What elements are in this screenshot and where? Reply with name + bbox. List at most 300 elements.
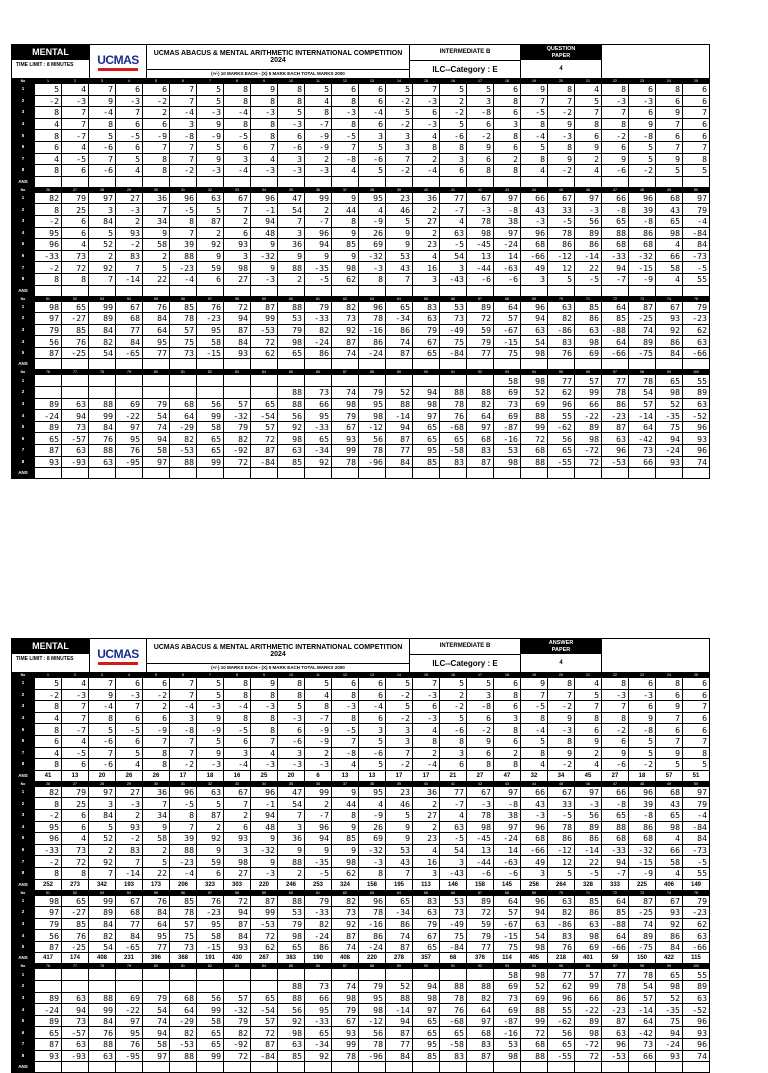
- answer-cell: [116, 285, 143, 296]
- number-cell: 89: [467, 301, 494, 313]
- number-cell: 16: [413, 262, 440, 274]
- number-cell: [197, 387, 224, 399]
- number-cell: 8: [62, 273, 89, 285]
- number-cell: -7: [602, 273, 629, 285]
- question-number: 91: [440, 370, 467, 375]
- number-cell: 2: [89, 250, 116, 262]
- number-cell: 7: [683, 141, 710, 153]
- answer-cell: [89, 1062, 116, 1073]
- number-cell: -9: [143, 724, 170, 736]
- number-cell: 5: [629, 735, 656, 747]
- number-cell: 9: [197, 250, 224, 262]
- number-cell: -63: [494, 856, 521, 868]
- question-grid: [11, 78, 710, 479]
- number-cell: 9: [278, 250, 305, 262]
- number-cell: 2: [116, 215, 143, 227]
- number-cell: 99: [575, 981, 602, 993]
- number-cell: [359, 969, 386, 981]
- number-cell: 93: [656, 907, 683, 919]
- number-cell: -4: [683, 215, 710, 227]
- number-cell: -25: [62, 941, 89, 953]
- number-cell: 72: [575, 456, 602, 468]
- number-cell: 3: [521, 867, 548, 879]
- number-cell: -52: [683, 410, 710, 422]
- number-cell: 96: [521, 301, 548, 313]
- answer-cell: [305, 359, 332, 370]
- number-cell: 68: [467, 1027, 494, 1039]
- number-cell: -25: [629, 313, 656, 325]
- question-number: 64: [386, 890, 413, 895]
- number-cell: 4: [35, 118, 62, 130]
- number-cell: -2: [386, 759, 413, 771]
- number-cell: 9: [386, 227, 413, 239]
- number-cell: 69: [494, 1004, 521, 1016]
- number-cell: 9: [386, 239, 413, 251]
- number-cell: 65: [251, 398, 278, 410]
- number-cell: 86: [386, 918, 413, 930]
- number-cell: 57: [251, 1015, 278, 1027]
- number-cell: 8: [35, 107, 62, 119]
- number-cell: 98: [521, 941, 548, 953]
- number-cell: -8: [629, 130, 656, 142]
- number-cell: -3: [278, 759, 305, 771]
- number-cell: -14: [629, 410, 656, 422]
- number-cell: -3: [467, 798, 494, 810]
- number-cell: 97: [413, 410, 440, 422]
- number-cell: 7: [89, 747, 116, 759]
- number-cell: 65: [197, 433, 224, 445]
- number-cell: 6: [224, 735, 251, 747]
- number-cell: -24: [35, 410, 62, 422]
- number-cell: 5: [143, 262, 170, 274]
- answer-cell: 342: [89, 879, 116, 890]
- number-cell: -3: [521, 809, 548, 821]
- number-cell: [116, 969, 143, 981]
- row-label: 4: [12, 930, 35, 942]
- row-label: 2: [12, 313, 35, 325]
- number-cell: 6: [224, 227, 251, 239]
- number-cell: 98: [413, 992, 440, 1004]
- number-cell: 9: [305, 250, 332, 262]
- answer-cell: [440, 176, 467, 187]
- number-cell: 57: [224, 398, 251, 410]
- number-cell: 6: [494, 701, 521, 713]
- number-cell: 7: [89, 153, 116, 165]
- number-cell: 5: [440, 118, 467, 130]
- number-cell: 95: [197, 918, 224, 930]
- answer-cell: [224, 176, 251, 187]
- number-cell: -4: [521, 724, 548, 736]
- number-cell: 27: [116, 192, 143, 204]
- question-number: 50: [683, 187, 710, 192]
- number-cell: -3: [278, 165, 305, 177]
- number-cell: -65: [116, 941, 143, 953]
- number-cell: -2: [143, 95, 170, 107]
- number-cell: 88: [89, 992, 116, 1004]
- number-cell: -3: [251, 165, 278, 177]
- question-number: 61: [305, 296, 332, 301]
- number-cell: 9: [575, 735, 602, 747]
- question-number: 70: [548, 296, 575, 301]
- number-cell: 85: [62, 918, 89, 930]
- number-cell: 3: [494, 118, 521, 130]
- number-cell: 69: [116, 398, 143, 410]
- question-number: 94: [521, 370, 548, 375]
- number-cell: 7: [278, 809, 305, 821]
- number-cell: 9: [332, 227, 359, 239]
- number-cell: 99: [197, 456, 224, 468]
- question-number: 60: [278, 890, 305, 895]
- number-cell: 7: [548, 689, 575, 701]
- number-cell: 3: [278, 227, 305, 239]
- number-cell: 9: [251, 262, 278, 274]
- number-cell: 5: [386, 107, 413, 119]
- number-cell: 93: [116, 821, 143, 833]
- number-cell: -66: [683, 347, 710, 359]
- ucmas-logo: [90, 45, 147, 78]
- number-cell: [413, 375, 440, 387]
- answer-cell: 218: [548, 953, 575, 964]
- number-cell: 9: [332, 844, 359, 856]
- no-label: No: [12, 781, 35, 786]
- number-cell: 89: [35, 398, 62, 410]
- answer-cell: [224, 468, 251, 479]
- number-cell: 9: [305, 844, 332, 856]
- number-cell: 82: [35, 192, 62, 204]
- number-cell: 74: [332, 941, 359, 953]
- answer-cell: [143, 285, 170, 296]
- answer-cell: [251, 1062, 278, 1073]
- number-cell: 8: [548, 84, 575, 96]
- question-number: 52: [62, 890, 89, 895]
- number-cell: 6: [197, 273, 224, 285]
- question-number: 39: [386, 781, 413, 786]
- question-number: 95: [548, 964, 575, 969]
- number-cell: 88: [170, 250, 197, 262]
- number-cell: 73: [305, 981, 332, 993]
- number-cell: 3: [170, 712, 197, 724]
- number-cell: 23: [386, 786, 413, 798]
- table-row: [12, 724, 710, 736]
- number-cell: -8: [332, 153, 359, 165]
- number-cell: -34: [386, 907, 413, 919]
- number-cell: 5: [386, 809, 413, 821]
- number-cell: 68: [521, 445, 548, 457]
- number-cell: 93: [116, 227, 143, 239]
- number-cell: 3: [440, 153, 467, 165]
- number-cell: 8: [35, 701, 62, 713]
- number-cell: [224, 387, 251, 399]
- paper-number: 4: [559, 66, 563, 72]
- number-cell: 8: [224, 84, 251, 96]
- number-cell: 78: [332, 456, 359, 468]
- number-cell: 56: [359, 1027, 386, 1039]
- number-cell: 79: [683, 895, 710, 907]
- question-number: 82: [197, 964, 224, 969]
- row-label: 5: [12, 1015, 35, 1027]
- number-cell: 69: [494, 981, 521, 993]
- number-cell: -5: [440, 239, 467, 251]
- number-cell: [278, 969, 305, 981]
- number-cell: 78: [359, 445, 386, 457]
- number-cell: 79: [224, 421, 251, 433]
- number-cell: 93: [656, 456, 683, 468]
- number-cell: 73: [62, 250, 89, 262]
- number-cell: 2: [575, 747, 602, 759]
- number-cell: 8: [494, 759, 521, 771]
- question-number: 8: [224, 79, 251, 84]
- question-number: 98: [629, 370, 656, 375]
- number-cell: 2: [305, 747, 332, 759]
- number-cell: 82: [305, 324, 332, 336]
- number-cell: 69: [359, 833, 386, 845]
- number-cell: 43: [521, 204, 548, 216]
- question-number: 14: [386, 79, 413, 84]
- answer-cell: 357: [413, 953, 440, 964]
- question-number: 32: [197, 187, 224, 192]
- number-cell: 89: [35, 421, 62, 433]
- number-cell: 63: [89, 456, 116, 468]
- answer-row: [12, 879, 710, 890]
- number-cell: 3: [386, 141, 413, 153]
- number-cell: 88: [170, 1050, 197, 1062]
- question-number: 38: [359, 187, 386, 192]
- number-cell: -43: [440, 867, 467, 879]
- number-cell: 79: [467, 336, 494, 348]
- row-label: 3: [12, 107, 35, 119]
- row-label: 1: [12, 84, 35, 96]
- number-cell: [89, 375, 116, 387]
- ucmas-logo: [90, 639, 147, 672]
- number-cell: 65: [197, 445, 224, 457]
- question-number: 48: [629, 781, 656, 786]
- number-cell: 4: [656, 239, 683, 251]
- number-cell: 7: [386, 867, 413, 879]
- number-cell: -3: [359, 856, 386, 868]
- question-number: 68: [494, 890, 521, 895]
- number-cell: 86: [305, 347, 332, 359]
- number-cell: 84: [683, 239, 710, 251]
- number-cell: [143, 969, 170, 981]
- answer-cell: [305, 285, 332, 296]
- number-cell: 56: [197, 992, 224, 1004]
- number-cell: 4: [305, 95, 332, 107]
- number-cell: 3: [224, 250, 251, 262]
- number-cell: 6: [629, 678, 656, 690]
- number-cell: 33: [548, 798, 575, 810]
- question-number: 70: [548, 890, 575, 895]
- number-cell: 85: [170, 895, 197, 907]
- number-cell: -3: [467, 204, 494, 216]
- number-cell: 97: [683, 786, 710, 798]
- question-number: 72: [602, 890, 629, 895]
- question-number: 35: [278, 187, 305, 192]
- question-number: 36: [305, 781, 332, 786]
- row-label: 5: [12, 833, 35, 845]
- question-number: 54: [116, 890, 143, 895]
- answer-cell: [386, 1062, 413, 1073]
- number-cell: 54: [89, 347, 116, 359]
- number-cell: 65: [251, 992, 278, 1004]
- number-cell: 98: [575, 433, 602, 445]
- question-number: 58: [224, 890, 251, 895]
- paper-type-line1: ANSWER: [548, 639, 574, 646]
- question-number: 15: [413, 673, 440, 678]
- number-cell: -8: [629, 809, 656, 821]
- number-cell: 87: [602, 1015, 629, 1027]
- number-cell: [278, 375, 305, 387]
- question-number: 90: [413, 964, 440, 969]
- ans-label: ANS: [12, 285, 35, 296]
- number-cell: -3: [629, 689, 656, 701]
- number-cell: -3: [413, 118, 440, 130]
- question-number: 17: [467, 79, 494, 84]
- number-cell: 82: [332, 895, 359, 907]
- answer-cell: [656, 468, 683, 479]
- answer-cell: 18: [197, 770, 224, 781]
- number-cell: 8: [224, 712, 251, 724]
- number-cell: 84: [386, 456, 413, 468]
- number-cell: 9: [386, 821, 413, 833]
- question-number: 5: [143, 673, 170, 678]
- number-cell: 88: [440, 387, 467, 399]
- number-cell: 38: [494, 809, 521, 821]
- answer-cell: [170, 359, 197, 370]
- row-label: 2: [12, 689, 35, 701]
- number-cell: 63: [548, 895, 575, 907]
- number-cell: 63: [197, 786, 224, 798]
- number-cell: 6: [683, 678, 710, 690]
- question-number: 45: [548, 781, 575, 786]
- number-cell: 87: [386, 433, 413, 445]
- number-cell: 9: [332, 786, 359, 798]
- number-cell: 74: [629, 324, 656, 336]
- number-cell: 87: [35, 941, 62, 953]
- number-cell: -9: [629, 273, 656, 285]
- number-cell: 26: [359, 227, 386, 239]
- number-cell: 63: [521, 324, 548, 336]
- question-number: 69: [521, 296, 548, 301]
- number-cell: -62: [548, 1015, 575, 1027]
- number-cell: [116, 387, 143, 399]
- number-cell: 85: [602, 313, 629, 325]
- number-cell: 65: [197, 1039, 224, 1051]
- number-cell: 95: [197, 324, 224, 336]
- number-cell: -33: [305, 907, 332, 919]
- number-cell: 69: [521, 398, 548, 410]
- number-cell: -3: [116, 689, 143, 701]
- number-cell: 7: [521, 95, 548, 107]
- number-cell: 88: [170, 844, 197, 856]
- number-cell: 62: [683, 918, 710, 930]
- number-cell: 8: [332, 689, 359, 701]
- number-cell: 75: [440, 930, 467, 942]
- number-cell: 8: [143, 747, 170, 759]
- number-cell: 8: [35, 798, 62, 810]
- number-cell: 5: [440, 84, 467, 96]
- number-cell: 62: [548, 387, 575, 399]
- mental-box: [12, 45, 90, 78]
- number-cell: -2: [548, 165, 575, 177]
- number-cell: 23: [413, 833, 440, 845]
- number-cell: 48: [251, 821, 278, 833]
- question-number: 16: [440, 79, 467, 84]
- question-number: 60: [278, 296, 305, 301]
- mental-label: MENTAL: [12, 639, 89, 654]
- number-cell: 63: [413, 907, 440, 919]
- number-cell: 5: [629, 153, 656, 165]
- number-cell: 25: [62, 204, 89, 216]
- number-cell: 94: [656, 433, 683, 445]
- number-cell: 86: [359, 930, 386, 942]
- answer-cell: [143, 176, 170, 187]
- answer-cell: 220: [359, 953, 386, 964]
- number-cell: 94: [413, 387, 440, 399]
- number-cell: 94: [62, 410, 89, 422]
- question-number: 71: [575, 296, 602, 301]
- number-cell: -92: [224, 445, 251, 457]
- number-cell: 8: [494, 724, 521, 736]
- number-cell: 76: [440, 410, 467, 422]
- number-cell: -12: [548, 844, 575, 856]
- number-cell: 72: [251, 336, 278, 348]
- question-number: 37: [332, 187, 359, 192]
- answer-cell: [494, 468, 521, 479]
- question-number: 47: [602, 187, 629, 192]
- table-row: [12, 712, 710, 724]
- number-cell: 94: [386, 421, 413, 433]
- number-cell: 8: [251, 712, 278, 724]
- table-row: [12, 239, 710, 251]
- number-cell: 6: [602, 735, 629, 747]
- number-cell: 6: [224, 141, 251, 153]
- number-cell: -2: [467, 724, 494, 736]
- row-label: 7: [12, 153, 35, 165]
- number-cell: 87: [629, 301, 656, 313]
- question-number: 51: [35, 296, 62, 301]
- number-cell: 79: [62, 786, 89, 798]
- table-row: [12, 895, 710, 907]
- number-cell: 67: [332, 1015, 359, 1027]
- answer-cell: [224, 285, 251, 296]
- number-cell: 43: [656, 798, 683, 810]
- answer-cell: [62, 468, 89, 479]
- sheet-header: [11, 638, 710, 672]
- number-cell: 2: [494, 747, 521, 759]
- question-number: 33: [224, 187, 251, 192]
- number-cell: 8: [359, 867, 386, 879]
- table-row: [12, 689, 710, 701]
- number-cell: 62: [548, 981, 575, 993]
- number-cell: 7: [656, 712, 683, 724]
- row-label: 4: [12, 821, 35, 833]
- number-cell: 78: [359, 313, 386, 325]
- number-cell: 4: [656, 867, 683, 879]
- number-cell: 64: [170, 410, 197, 422]
- number-cell: 78: [359, 907, 386, 919]
- number-cell: 79: [413, 324, 440, 336]
- number-cell: [197, 375, 224, 387]
- number-cell: 98: [332, 992, 359, 1004]
- number-cell: 68: [116, 907, 143, 919]
- number-cell: 5: [197, 735, 224, 747]
- number-cell: 9: [89, 95, 116, 107]
- number-cell: 73: [440, 313, 467, 325]
- answer-cell: 57: [656, 770, 683, 781]
- number-cell: 98: [494, 456, 521, 468]
- number-cell: -7: [305, 809, 332, 821]
- level-label: INTERMEDIATE B: [410, 639, 520, 655]
